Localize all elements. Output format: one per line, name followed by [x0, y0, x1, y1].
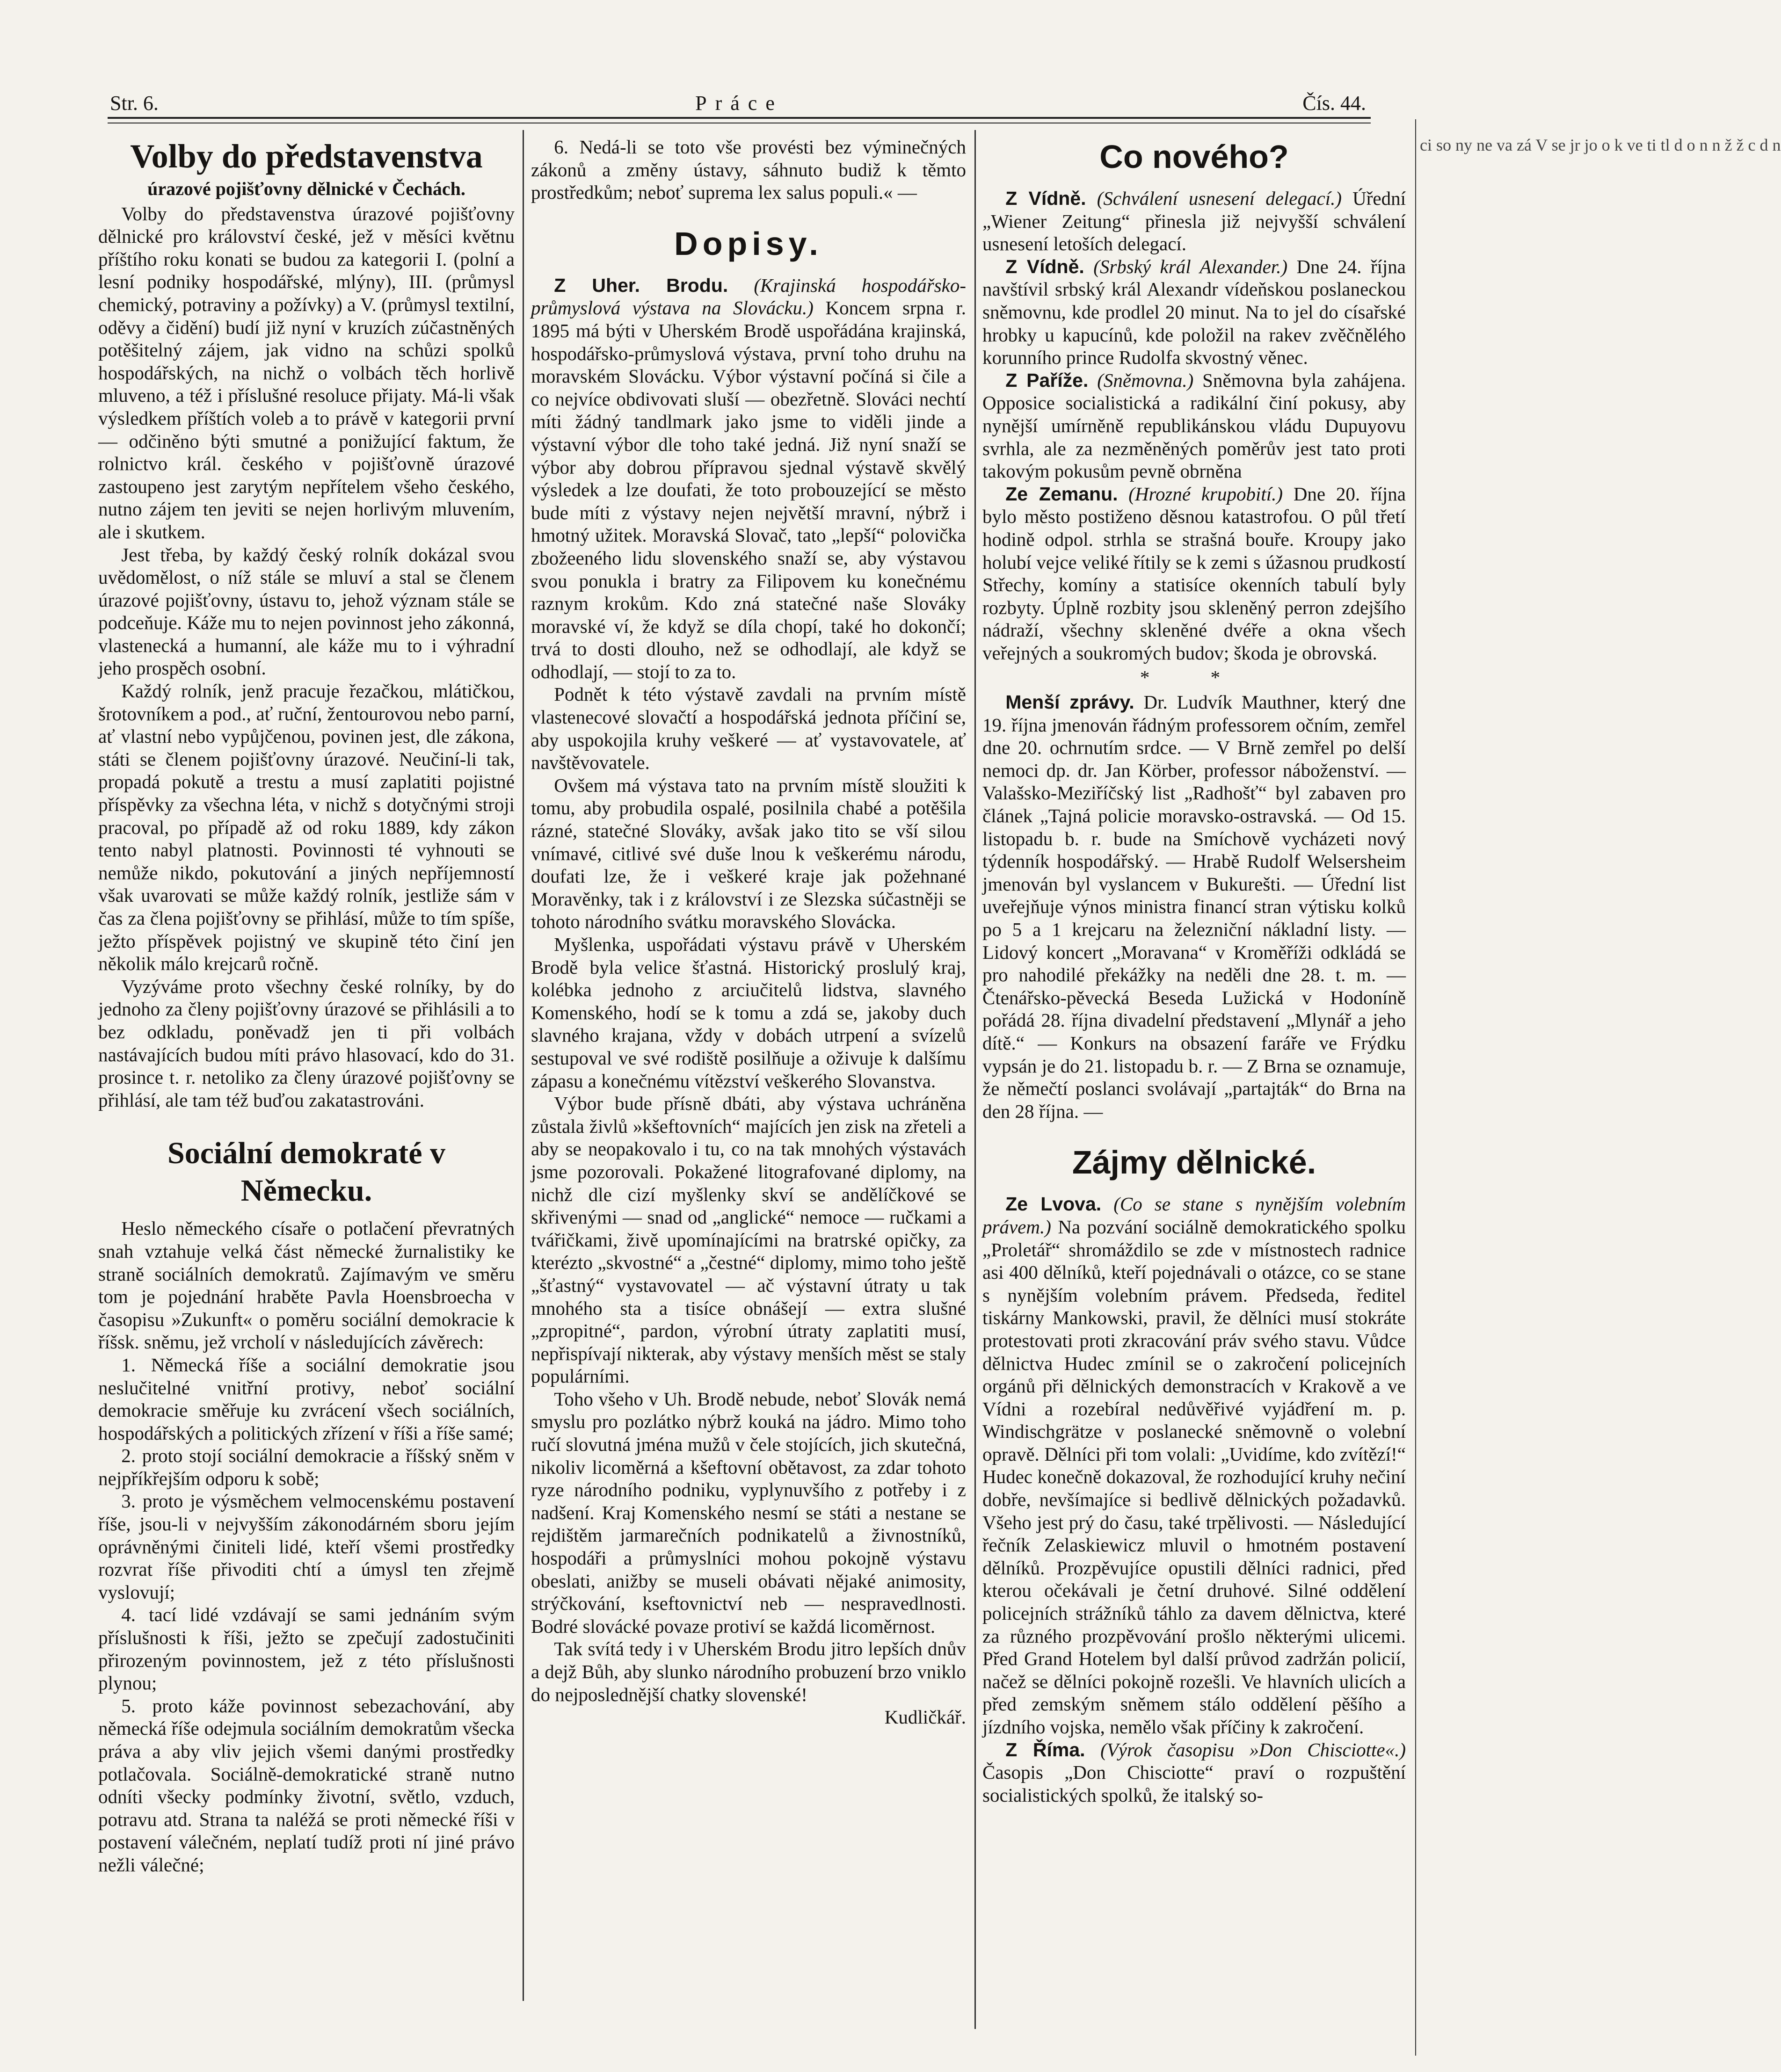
dateline-subject: (Krajinská hospodářsko-průmyslová výstava na Slovácku.): [531, 274, 966, 319]
list-item: 2. proto stojí sociální demokracie a říšský sněm v nejpříkřejším odporu k sobě;: [98, 1445, 515, 1489]
section-title-zajmy-delnicke: Zájmy dělnické.: [1072, 1144, 1316, 1181]
dateline-place: Z Uher. Brodu.: [554, 274, 728, 296]
newspaper-title: Práce: [695, 92, 783, 115]
section-title-co-noveho: Co nového?: [1099, 138, 1289, 175]
column-divider-1: [523, 130, 524, 2001]
article-title-socialni-demokrate: Sociální demokraté v Německu.: [167, 1136, 445, 1208]
news-text: Dne 24. října navštívil srbský král Alexandr vídeňskou poslaneckou sněmovnu, kde prodlel 20 minut. Na to jel do císařské hrobky u kapucínů, kde položil na rakev zvěčnělého korunního prince Rudolfa skvostný věnec.: [982, 255, 1406, 369]
section-title-dopisy: Dopisy.: [674, 225, 823, 262]
paragraph: Tak svítá tedy i v Uherském Brodu jitro lepších dnův a dejž Bůh, aby slunko národního probuzení brzo vniklo do nejposlednější chatky slovenské!: [531, 1638, 966, 1705]
paragraph: Každý rolník, jenž pracuje řezačkou, mlátičkou, šrotovníkem a pod., ať ruční, žentourovou nebo parní, ať vlastní nebo vypůjčenou, povinen jest, dle zákona, státi se členem pojišťovny úrazové. Neučiní-li tak, propadá pokutě a trestu a musí zaplatiti pojistné příspěvky za všechna léta, v nichž s dotyčnými stroji pracoval, po případě až od roku 1889, kdy zákon tento nabyl platnosti. Povinnosti té vyhnouti se nemůže nikdo, pokutování a jiných nepříjemností však uvarovati se může každý rolník, jestliže sám v čas za člena pojišťovny se přihlásí, může to tím spíše, ježto příspěvek pojistný ve skupině této činí jen několik málo krejcarů ročně.: [98, 680, 515, 975]
news-text: Dne 20. října bylo město postiženo děsnou katastrofou. O půl třetí hodině odpol. strhla se strašná bouře. Kroupy jako holubí vejce veliké řítily se k zemi s úžasnou prudkostí Střechy, komíny a statisíce okenních tabulí byly rozbyty. Úplně rozbity jsou skleněný perron zdejšího nádraží, všechny skleněné dvéře a okna všech veřejných a soukromých budov; škoda je obrovská.: [982, 483, 1406, 664]
column-left: [98, 136, 515, 2053]
paragraph: Vyzýváme proto všechny české rolníky, by do jednoho za členy pojišťovny úrazové se přihlásili a to bez odkladu, poněvadž jen ti při volbách nastávajících budou míti právo hlasovací, kdo do 31. prosince t. r. netoliko za členy úrazové pojišťovny se přihlásí, ale tam též buďou zakatastrováni.: [98, 975, 515, 1111]
paragraph: Koncem srpna r. 1895 má býti v Uherském Brodě uspořádána krajinská, hospodářsko-průmyslová výstava, první toho druhu na moravském Slovácku. Výbor výstavní počíná si čile a co nejvíce obdivovati sluší — obezřetně. Slováci nechtí míti žádný tandlmark jako jsme to viděli jinde a výstavní výbor dle toho také jedná. Již nyní snaží se výbor aby dobrou přípravou sjednal výstavě skvělý výsledek a lze doufati, že toto probouzející se město bude míti z výstavy nejen největší mravní, nýbrž i hmotný užitek. Moravská Slovač, tato „lepší“ polovička zbožeeného lidu slovenského snaží se, aby výstavou svou ponukla i bratry za Filipovem ku konečnému raznym krokům. Kdo zná statečné naše Slováky moravské ví, že když se díla chopí, také ho dokončí; trvá to dosti dlouho, než se odhodlají, ale když se odhodlají, — stojí to za to.: [531, 297, 967, 682]
dateline-subject: (Sněmovna.): [1097, 369, 1194, 391]
dateline-subject: (Co se stane s nynějším volebním právem.): [982, 1193, 1406, 1238]
dateline-place: Ze Zemanu.: [1005, 483, 1118, 505]
article-subtitle-volby: úrazové pojišťovny dělnické v Čechách.: [147, 178, 465, 199]
news-text: Časopis „Don Chisciotte“ praví o rozpuštění socialistických spolků, že italský so-: [982, 1761, 1406, 1806]
column-right: [982, 136, 1406, 2053]
paragraph: Jest třeba, by každý český rolník dokázal svou uvědomělost, o níž stále se mluví a stal se členem úrazové pojišťovny, ústavu to, jehož význam stále se podceňuje. Káže mu to nejen povinnost jeho zákonná, vlastenecká a humanní, ale káže mu to i výhradní jeho prospěch osobní.: [98, 543, 515, 679]
paragraph: Ovšem má výstava tato na prvním místě sloužiti k tomu, aby probudila ospalé, posilnila chabé a potěšila rázné, statečné Slováky, avšak jako tito se vší silou vnímavé, citlivé své duše lnou k veškerému národu, doufati lze, že i veškeré kraje jak požehnané Moravěnky, tak i z království i ze Slezska súčastněji se tohoto národního svátku moravského Slovácka.: [531, 774, 966, 933]
dateline-place: Z Vídně.: [1005, 255, 1084, 277]
dateline-place: Z Paříže.: [1005, 369, 1089, 391]
dateline-place: Menší zprávy.: [1005, 691, 1134, 713]
page-edge-divider: [1415, 119, 1416, 2056]
signature: Kudličkář.: [884, 1706, 966, 1728]
dateline-subject: (Schválení usnesení delegací.): [1097, 188, 1342, 209]
paragraph: Volby do představenstva úrazové pojišťovny dělnické pro království české, jež v měsíci květnu příštího roku konati se budou za kategorii I. (polní a lesní podniky hospodářské, mlýny), III. (průmysl chemický, potraviny a požívky) a V. (průmysl textilní, oděvy a čidění) budí již nyní v kruzích zúčastněných potěšitelný zájem, jak vidno na schůzi spolků hospodářských, na nichž o volbách těch horlivě mluveno, a též i příslušné resoluce přijaty. Má-li však výsledkem příštích voleb a to právě v kategorii první — odčiněno býti smutné a ponižující faktum, že rolnictvo král. českého v pojišťovně úrazové zastoupeno jest zarytým nepřítelem všeho českého, nutno zájem ten jeviti se nejen horlivým mluvením, ale i skutkem.: [98, 203, 515, 543]
dateline-subject: (Srbský král Alexander.): [1093, 255, 1288, 277]
header-rule: [108, 117, 1371, 119]
separator-stars: * *: [1140, 667, 1249, 688]
dateline-place: Z Říma.: [1005, 1739, 1085, 1760]
dateline-subject: (Výrok časopisu »Don Chisciotte«.): [1100, 1739, 1406, 1760]
column-middle: [531, 136, 966, 2053]
page-number: Str. 6.: [110, 92, 159, 115]
paragraph: Výbor bude přísně dbáti, aby výstava uchráněna zůstala živlů »kšeftovních“ majících jen zisk na zřeteli a aby se neopakovalo i tu, co na tak mnohých výstavách jsme pozorovali. Pokažené litografované diplomy, na nichž dle cizí myšlenky skví se andělíčkové se skřivenými — snad od „anglické“ nemoce — ručkami a tvářičkami, živě upomínajícími na bratrské opičky, za kterézto „skvostné“ a „čestné“ diplomy, mimo toho ještě „šťastný“ vystavovatel — ač výstavní útraty u tak mnohého sta a tisíce obnášejí — extra slušné „zpropitné“, pardon, výrobní útraty zaplatiti musí, nepřispívají nikterak, aby výstavy menších měst se staly populárními.: [531, 1093, 966, 1387]
issue-number: Čís. 44.: [1302, 92, 1366, 115]
news-text: Dr. Ludvík Mauthner, který dne 19. října jmenován řádným professorem očním, zemřel dne 20. ochrnutím srdce. — V Brně zemřel po delší nemoci dp. dr. Jan Körber, professor náboženství. — Valašsko-Meziříčský list „Radhošť“ byl zabaven pro článek „Tajná policie moravsko-ostravská. — Od 15. listopadu b. r. bude na Smíchově vycházeti nový týdenník hospodářský. — Hrabě Rudolf Welsersheim jmenován byl vyslancem v Bukurešti. — Úřední list uveřejňuje výnos ministra financí stran výtisku kolků po 5 a 1 krejcaru na železniční nákladní listy. — Lidový koncert „Moravana“ v Kroměříži odkládá se pro nahodilé překážky na neděli dne 28. t. m. — Čtenářsko-pěvecká Beseda Lužická v Hodoníně pořádá 28. října divadelní představení „Mlynář a jeho dítě.“ — Konkurs na obsazení faráře ve Frýdku vypsán je do 21. listopadu b. r. — Z Brna se oznamuje, že němečtí poslanci svolávají „partajták“ do Brna na den 28 října. —: [982, 691, 1406, 1122]
adjacent-page-fragment: ci so ny ne va zá V se jr jo o k ve ti tl d o n n ž ž c d n: [1420, 136, 1781, 154]
paragraph: Podnět k této výstavě zavdali na prvním místě vlastenecové slovačtí a hospodářská jednota příčiní se, aby uspokojila kruhy veškeré — ať vystavovatele, ať navštěvovatele.: [531, 683, 966, 774]
paragraph: 6. Nedá-li se toto vše provésti bez výminečných zákonů a změny ústavy, sáhnuto budiž k těmto prostředkům; neboť suprema lex salus populi.« —: [531, 136, 966, 203]
column-divider-2: [974, 130, 976, 2029]
news-text: Sněmovna byla zahájena. Opposice socialistická a radikální činí pokusy, aby nynější umírněně republikánskou vládu Dupuyovu svrhla, ale za nezměněných poměrův jest tato proti takovým pokusům pevně obrněna: [982, 369, 1406, 482]
news-text: Na pozvání sociálně demokratického spolku „Proletář“ shromáždilo se zde v místnostech radnice asi 400 dělníků, kteří pojednávali o otázce, co se stane s nynějším volebním právem. Předseda, ředitel tiskárny Mankowski, pravil, že dělníci musí stokráte protestovati proti zkracování práv svého stavu. Vůdce dělnictva Hudec zmínil se o zakročení policejních orgánů při dělnických demonstracích v Krakově a ve Vídni a rozebíral nedůvěřivé vyjádření m. p. Windischgrätze v poslanecké sněmovně o volební opravě. Dělníci při tom volali: „Uvidíme, kdo zvítězí!“ Hudec konečně dokazoval, že rozhodující kruhy nečiní dobře, nevšímajíce si bedlivě dělnických požadavků. Všeho jest prý do času, také trpělivosti. — Následující řečník Zelaskiewicz mluvil o hmotném postavení dělníků. Prozpěvujíce opustili dělníci radnici, před kterou očekávali je četní druhové. Silné oddělení policejních strážníků táhlo za davem dělnictva, které za různého prozpěvování prošlo některými ulicemi. Před Grand Hotelem byl další průvod zadržán policií, načež se dělníci pokojně rozešli. Ve hlavních ulicích a před zemským sněmem stálo oddělení pěšího a jízdního vojska, nemělo však příčiny k zakročení.: [982, 1216, 1406, 1738]
page-header: [108, 87, 1371, 119]
article-title-volby: Volby do představenstva: [130, 138, 483, 175]
dateline-place: Z Vídně.: [1005, 188, 1086, 209]
paragraph: Heslo německého císaře o potlačení převratných snah vztahuje velká část německé žurnalistiky ke straně sociálních demokratů. Zajímavým ve směru tom je pojednání hraběte Pavla Hoensbroecha v časopisu »Zukunft« o poměru sociální demokracie k říšsk. sněmu, jež vrcholí v následujících závěrech:: [98, 1217, 515, 1353]
dateline-subject: (Hrozné krupobití.): [1128, 483, 1283, 505]
news-text: Úřední „Wiener Zeitung“ přinesla již nejvyšší schválení usnesení letoších delegací.: [982, 188, 1406, 255]
list-item: 5. proto káže povinnost sebezachování, aby německá říše odejmula sociálním demokratům všecka práva a aby vliv jejich všemi danými prostředky potlačovala. Sociálně-demokratické straně nutno odníti všecky podmínky životní, světlo, vzduch, potravu atd. Strana ta naléžá se proti německé říši v postavení válečném, neplatí tudíž proti ní jiné právo nežli válečné;: [98, 1695, 515, 1876]
list-item: 3. proto je výsměchem velmocenskému postavení říše, jsou-li v nejvyšším zákonodárném sboru jejím oprávněnými činiteli lidé, kteří všemi prostředky rozvrat říše přivoditi chtí a úmysl ten zřejmě vyslovují;: [98, 1490, 515, 1603]
list-item: 4. tací lidé vzdávají se sami jednáním svým příslušnosti k říši, ježto se zpečují zadostučiniti přirozeným povinnostem, jež z této příslušnosti plynou;: [98, 1604, 515, 1694]
list-item: 1. Německá říše a sociální demokratie jsou neslučitelné vnitřní protivy, neboť sociální demokracie směřuje ku zvrácení všech sociálních, hospodářských a politických zřízení v říši a říše samé;: [98, 1354, 515, 1444]
dateline-place: Ze Lvova.: [1005, 1193, 1102, 1215]
paragraph: Toho všeho v Uh. Brodě nebude, neboť Slovák nemá smyslu pro pozlátko nýbrž kouká na jádro. Mimo toho ručí slovutná jména mužů v čele stojících, jich skutečná, nikoliv licoměrná a kšeftovní obětavost, za zdar tohoto ryze národního podniku, vyplynuvšího z potřeby i z nadšení. Kraj Komenského nesmí se státi a nestane se rejdištěm jarmarečních podnikatelů a živnostníků, hospodáři a průmyslníci mohou pokojně výstavu obeslati, anižby se museli obávati nějaké animosity, strýčkování, kseftovnictví neb — nespravedlnosti. Bodré slovácké povaze protiví se každá licoměrnost.: [531, 1388, 966, 1637]
paragraph: Myšlenka, uspořádati výstavu právě v Uherském Brodě byla velice šťastná. Historický proslulý kraj, kolébka jednoho z arciučitelů lidstva, slavného Komenského, hodí se k tomu a zdá se, jakoby duch slavného krajana, vždy v dobách utrpení a svízelů sestupoval ve své rodiště posilňuje a oživuje k dalšímu zápasu a konečnému vítězství veškerého Slovanstva.: [531, 934, 966, 1092]
